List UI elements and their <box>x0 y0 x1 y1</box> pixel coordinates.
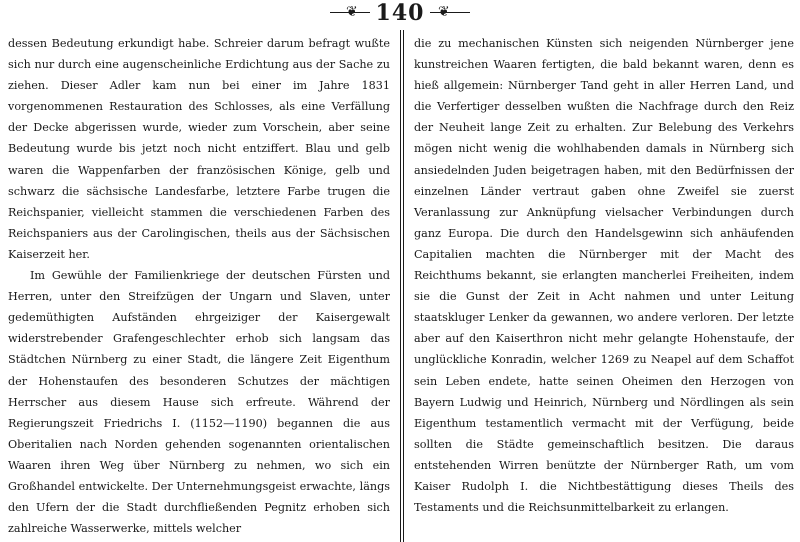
page-number: 140 <box>375 0 425 26</box>
left-paragraph-1: dessen Bedeutung erkundigt habe. Schreier darum befragt wußte sich nur durch eine augenscheinliche Erdichtung aus der Sache zu ziehen. Dieser Adler kam nun bei einer im Jahre 1831 vorgenommenen Restauration des Schlosses, als eine Verfällung der Decke abgerissen wurde, wieder zum Vorschein, aber seine Bedeutung wurde bis jetzt noch nicht entziffert. Blau und gelb waren die Wappenfarben der französischen Könige, gelb und schwarz die sächsische Landesfarbe, letztere Farbe trugen die Reichspanier, vielleicht stammen die verschiedenen Farben des Reichspaniers aus der Carolingischen, theils aus der Sächsischen Kaiserzeit her. <box>8 37 390 261</box>
page-header <box>0 0 800 30</box>
left-paragraph-2: Im Gewühle der Familienkriege der deutschen Fürsten und Herren, unter den Streifzügen der Ungarn und Slaven, unter gedemüthigten Aufständen ehrgeiziger der Kaisergewalt widerstrebender Grafengeschlechter erhob sich langsam das Städtchen Nürnberg zu einer Stadt, die längere Zeit Eigenthum der Hohenstaufen des besonderen Schutzes der mächtigen Herrscher aus diesem Hause sich erfreute. Während der Regierungszeit Friedrichs I. (1152—1190) begannen die aus Oberitalien nach Norden gehenden sogenannten orientalischen Waaren ihren Weg über Nürnberg zu nehmen, wo sich ein Großhandel entwickelte. Der Unternehmungsgeist erwachte, längs den Ufern der die Stadt durchfließenden Pegnitz erhoben sich zahlreiche Wasserwerke, mittels welcher <box>8 269 390 536</box>
right-paragraph-1: die zu mechanischen Künsten sich neigenden Nürnberger jene kunstreichen Waaren fertigten, die bald bekannt waren, denn es hieß allgemein: Nürnberger Tand geht in aller Herren Land, und die Verfertiger desselben wußten die Nachfrage durch den Reiz der Neuheit lange Zeit zu erhalten. Zur Belebung des Verkehrs mögen nicht wenig die wohlhabenden damals in Nürnberg sich ansiedelnden Juden beigetragen haben, mit den Bedürfnissen der einzelnen Länder vertraut gaben ohne Zweifel sie zuerst Veranlassung zur Anknüpfung vielsacher Verbindungen durch ganz Europa. Die durch den Handelsgewinn sich anhäufenden Capitalien machten die Nürnberger mit der Macht des Reichthums bekannt, sie erlangten mancherlei Freiheiten, indem sie die Gunst der Zeit in Acht nahmen und unter Leitung staatskluger Lenker da gewannen, wo andere verloren. Der letzte aber auf den Kaiserthron nicht mehr gelangte Hohenstaufe, der unglückliche Konradin, welcher 1269 zu Neapel auf dem Schaffot sein Leben endete, hatte seinen Oheimen den Herzogen von Bayern Ludwig und Heinrich, Nürnberg und Nördlingen als sein Eigenthum testamentlich vermacht mit der Verfügung, beide sollten die Städte gemeinschaftlich besitzen. Die daraus entstehenden Wirren benützte der Nürnberger Rath, um vom Kaiser Rudolph I. die Nichtbestättigung dieses Theils des Testaments und die Reichsunmittelbarkeit zu erlangen. <box>414 37 794 515</box>
ornament-right-icon: ❦ <box>438 4 450 20</box>
left-column <box>8 33 390 539</box>
column-divider <box>400 30 404 542</box>
header-rule-right <box>430 12 470 13</box>
ornament-left-icon: ❦ <box>346 4 358 20</box>
right-column <box>414 33 794 518</box>
